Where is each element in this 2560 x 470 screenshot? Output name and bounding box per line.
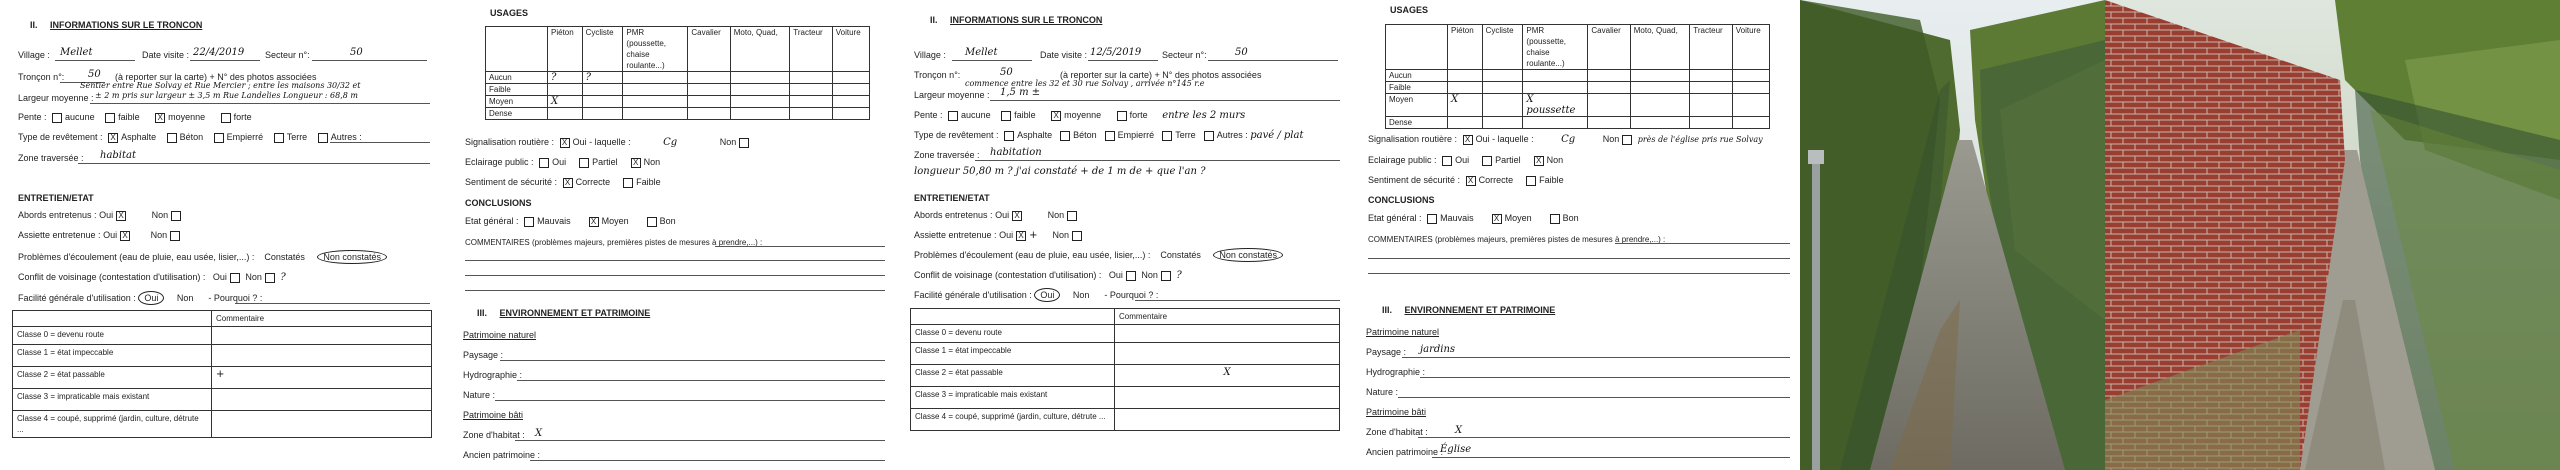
village-label: Village : [18,50,50,60]
assiette-row: Assiette entretenue : Oui X Non [18,230,183,241]
section-2-title-2: II. INFORMATIONS SUR LE TRONCON [930,15,1103,25]
nature-label-2: Nature : [1366,387,1399,397]
largeur-handwriting: ± 2 m pris sur largeur ± 3,5 m Rue Landelies Longueur : 68,8 m [95,91,358,100]
eclairage-non-checkbox[interactable]: X [631,158,641,168]
revet-terre-checkbox-2[interactable] [1162,131,1172,141]
revetement-row: Type de revêtement : X Asphalte Béton Empierré Terre Autres : [18,132,362,142]
commentaire-header: Commentaire [212,311,432,327]
alley-photo-2-drawing [2105,0,2560,470]
securite-row-2: Sentiment de sécurité : X Correcte Faible [1368,175,1564,185]
alley-photo-1-drawing [1800,0,2105,470]
eclairage-non-checkbox-2[interactable]: X [1534,156,1544,166]
signal-oui-checkbox-2[interactable]: X [1463,135,1473,145]
zone-label-2: Zone traversée : [914,150,980,160]
paysage-label-2: Paysage : [1366,347,1407,357]
abords-oui-checkbox[interactable]: X [116,211,126,221]
troncon-value: 50 [88,69,101,80]
zone-habitat-label: Zone d'habitat : [463,430,525,440]
troncon-handwriting-2: commence entre les 32 et 30 rue Solvay , arrivée n°145 r.e [965,79,1205,88]
facilite-row-2: Facilité générale d'utilisation : Oui Non - Pourquoi ? : [914,290,1159,300]
alley-photo-2 [2105,0,2560,470]
conflit-non-checkbox[interactable] [265,273,275,283]
securite-correcte-checkbox-2[interactable]: X [1466,176,1476,186]
nature-label: Nature : [463,390,496,400]
conflit-oui-checkbox-2[interactable] [1126,271,1136,281]
usages-title-2: USAGES [1390,5,1429,15]
form-page-1 [0,0,440,470]
pente-faible-checkbox[interactable] [105,113,115,123]
usages-page-2 [1360,0,1800,470]
eclairage-row: Eclairage public : Oui Partiel X Non [465,157,661,167]
row-dense: Dense [486,108,548,120]
paysage-label: Paysage : [463,350,504,360]
patrimoine-naturel-2: Patrimoine naturel [1366,327,1440,337]
date-label-2: Date visite : [1040,50,1088,60]
classe-1: Classe 1 = état impeccable [13,345,212,367]
etat-bon-checkbox-2[interactable] [1550,214,1560,224]
ancien-label: Ancien patrimoine : [463,450,541,460]
securite-faible-checkbox[interactable] [623,178,633,188]
pente-row: Pente : aucune faible X moyenne forte [18,112,252,122]
commentaires-label-2: COMMENTAIRES (problèmes majeurs, premières pistes de mesures à prendre,...) : [1368,235,1666,244]
securite-correcte-checkbox[interactable]: X [563,178,573,188]
zone-value-2: habitation [990,147,1042,158]
date-label: Date visite : [142,50,190,60]
abords-row-2: Abords entretenus : Oui X Non [914,210,1080,221]
conclusions-title: CONCLUSIONS [465,198,532,208]
assiette-oui-checkbox[interactable]: X [120,231,130,241]
etat-row-2: Etat général : Mauvais X Moyen Bon [1368,213,1579,223]
zone-habitat-mark-2: X [1455,425,1463,436]
secteur-label-2: Secteur n°: [1162,50,1207,60]
entretien-title-2: ENTRETIEN/ETAT [914,193,990,203]
eclairage-row-2: Eclairage public : Oui Partiel X Non [1368,155,1564,165]
conflit-row: Conflit de voisinage (contestation d'utilisation) : Oui Non ? [18,272,286,283]
village-label-2: Village : [914,50,946,60]
etat-moyen-checkbox-2[interactable]: X [1492,214,1502,224]
col-pmr: PMR (poussette, chaise roulante...) [623,27,688,72]
revet-asphalte-checkbox-2[interactable] [1004,131,1014,141]
classe-0: Classe 0 = devenu route [13,327,212,345]
revet-beton-checkbox[interactable] [167,133,177,143]
col-moto: Moto, Quad, [730,27,789,72]
classes-table-2: Commentaire Classe 0 = devenu route Classe 1 = état impeccable Classe 2 = état passable X Classe 3 = impraticable mais existant Classe 4 = coupé, supprimé (jardin, culture, détrute ... [910,308,1340,431]
revet-asphalte-checkbox[interactable]: X [108,133,118,143]
assiette-oui-checkbox-2[interactable]: X [1016,231,1026,241]
section-3-title: III. ENVIRONNEMENT ET PATRIMOINE [477,308,651,318]
conclusions-title-2: CONCLUSIONS [1368,195,1435,205]
ecoulement-row-2: Problèmes d'écoulement (eau de pluie, eau usée, lisier,...) : Constatés Non constatés [914,250,1283,261]
pente-forte-checkbox[interactable] [221,113,231,123]
entretien-title: ENTRETIEN/ETAT [18,193,94,203]
section-2-title: II. INFORMATIONS SUR LE TRONCON [30,20,203,30]
longueur-handwriting-2: longueur 50,80 m ? j'ai constaté + de 1 m de + que l'an ? [914,166,1206,177]
classes-table [12,310,432,438]
largeur-handwriting-2: 1,5 m ± [1000,87,1041,98]
col-cycliste: Cycliste [582,27,623,72]
assiette-non-checkbox-2[interactable] [1072,231,1082,241]
secteur-value: 50 [350,47,363,58]
patrimoine-naturel: Patrimoine naturel [463,330,537,340]
assiette-row-2: Assiette entretenue : Oui X + Non [914,230,1085,241]
troncon-label: Tronçon n°: [18,72,65,82]
largeur-label: Largeur moyenne : [18,93,94,103]
ancien-value-2: Église [1440,444,1472,455]
troncon-handwriting: Sentier entre Rue Solvay et Rue Mercier ; entre les maisons 30/32 et [80,81,361,90]
row-faible: Faible [486,84,548,96]
signalisation-row-2: Signalisation routière : X Oui - laquelle : Cg Non près de l'église pris rue Solvay [1368,134,1763,145]
ecoulement-row: Problèmes d'écoulement (eau de pluie, eau usée, lisier,...) : Constatés Non constatés [18,252,387,263]
classe-2-mark: + [212,367,432,389]
village-value-2: Mellet [965,47,998,58]
revet-autres-checkbox-2[interactable] [1204,131,1214,141]
classe-4: Classe 4 = coupé, supprimé (jardin, culture, détrute ... [13,411,212,438]
revet-beton-checkbox-2[interactable] [1060,131,1070,141]
pente-forte-checkbox-2[interactable] [1117,111,1127,121]
col-tracteur: Tracteur [790,27,833,72]
conflit-non-checkbox-2[interactable] [1161,271,1171,281]
troncon-label-2: Tronçon n°: [914,70,961,80]
zone-label: Zone traversée : [18,153,84,163]
patrimoine-bati: Patrimoine bâti [463,410,524,420]
conflit-row-2: Conflit de voisinage (contestation d'utilisation) : Oui Non ? [914,270,1182,281]
col-pieton: Piéton [548,27,583,72]
revet-empierre-checkbox[interactable] [214,133,224,143]
alley-photo-1 [1800,0,2105,470]
classe-2: Classe 2 = état passable [13,367,212,389]
abords-oui-checkbox-2[interactable]: X [1012,211,1022,221]
eclairage-partiel-checkbox[interactable] [579,158,589,168]
abords-non-checkbox[interactable] [171,211,181,221]
usages-table: Piéton Cycliste PMR (poussette, chaise roulante...) Cavalier Moto, Quad, Tracteur Voiture Aucun ? ? Faible Moyen X Dense [485,26,870,120]
revet-empierre-checkbox-2[interactable] [1105,131,1115,141]
usages-table-2: Piéton Cycliste PMR (poussette, chaise roulante...) Cavalier Moto, Quad, Tracteur Voiture Aucun Faible Moyen X X poussette Dense [1385,24,1770,129]
troncon-note-2: (à reporter sur la carte) + N° des photos associées [1060,70,1262,80]
form-page-2 [910,0,1350,470]
col-voiture: Voiture [832,27,869,72]
conflit-oui-checkbox[interactable] [230,273,240,283]
securite-faible-checkbox-2[interactable] [1526,176,1536,186]
usages-title: USAGES [490,8,529,18]
revetement-row-2: Type de revêtement : Asphalte Béton Empierré Terre Autres : pavé / plat [914,130,1304,141]
secteur-value-2: 50 [1235,47,1248,58]
eclairage-oui-checkbox-2[interactable] [1442,156,1452,166]
commentaires-label: COMMENTAIRES (problèmes majeurs, premières pistes de mesures à prendre,...) : [465,238,763,247]
etat-moyen-checkbox[interactable]: X [589,217,599,227]
ancien-label-2: Ancien patrimoine : [1366,447,1444,457]
signal-oui-checkbox[interactable]: X [560,138,570,148]
eclairage-oui-checkbox[interactable] [539,158,549,168]
signal-non-checkbox-2[interactable] [1622,135,1632,145]
zone-habitat-label-2: Zone d'habitat : [1366,427,1428,437]
pente-moyenne-checkbox[interactable]: X [155,113,165,123]
hydrographie-label: Hydrographie : [463,370,523,380]
signalisation-row: Signalisation routière : X Oui - laquelle : Cg Non [465,137,752,148]
section-3-title-2: III. ENVIRONNEMENT ET PATRIMOINE [1382,305,1556,315]
secteur-label: Secteur n°: [265,50,310,60]
signal-non-checkbox[interactable] [739,138,749,148]
abords-row: Abords entretenus : Oui X Non [18,210,184,221]
etat-mauvais-checkbox-2[interactable] [1427,214,1437,224]
col-cavalier: Cavalier [688,27,730,72]
row-moyen: Moyen [486,96,548,108]
hydrographie-label-2: Hydrographie : [1366,367,1426,377]
pente-moyenne-checkbox-2[interactable]: X [1051,111,1061,121]
date-value: 22/4/2019 [193,47,245,58]
revet-terre-checkbox[interactable] [274,133,284,143]
assiette-non-checkbox[interactable] [170,231,180,241]
usages-page-1 [455,0,900,470]
facilite-row: Facilité générale d'utilisation : Oui Non - Pourquoi ? : [18,293,263,303]
zone-value: habitat [100,150,137,161]
abords-non-checkbox-2[interactable] [1067,211,1077,221]
largeur-label-2: Largeur moyenne : [914,90,990,100]
pente-aucune-checkbox-2[interactable] [948,111,958,121]
etat-mauvais-checkbox[interactable] [524,217,534,227]
classe-3: Classe 3 = impraticable mais existant [13,389,212,411]
pente-faible-checkbox-2[interactable] [1001,111,1011,121]
village-value: Mellet [60,47,93,58]
paysage-value-2: jardins [1420,344,1456,355]
pente-row-2: Pente : aucune faible X moyenne forte entre les 2 murs [914,110,1246,121]
patrimoine-bati-2: Patrimoine bâti [1366,407,1427,417]
eclairage-partiel-checkbox-2[interactable] [1482,156,1492,166]
classe-2-mark-2: X [1115,365,1340,387]
troncon-value-2: 50 [1000,67,1013,78]
row-aucun: Aucun [486,72,548,84]
troncon-note: (à reporter sur la carte) + N° des photos associées [115,72,317,82]
date-value-2: 12/5/2019 [1090,47,1142,58]
zone-habitat-mark: X [535,428,543,439]
etat-bon-checkbox[interactable] [647,217,657,227]
etat-row: Etat général : Mauvais X Moyen Bon [465,216,676,226]
revet-autres-checkbox[interactable] [318,133,328,143]
securite-row: Sentiment de sécurité : X Correcte Faible [465,177,661,187]
pente-aucune-checkbox[interactable] [52,113,62,123]
